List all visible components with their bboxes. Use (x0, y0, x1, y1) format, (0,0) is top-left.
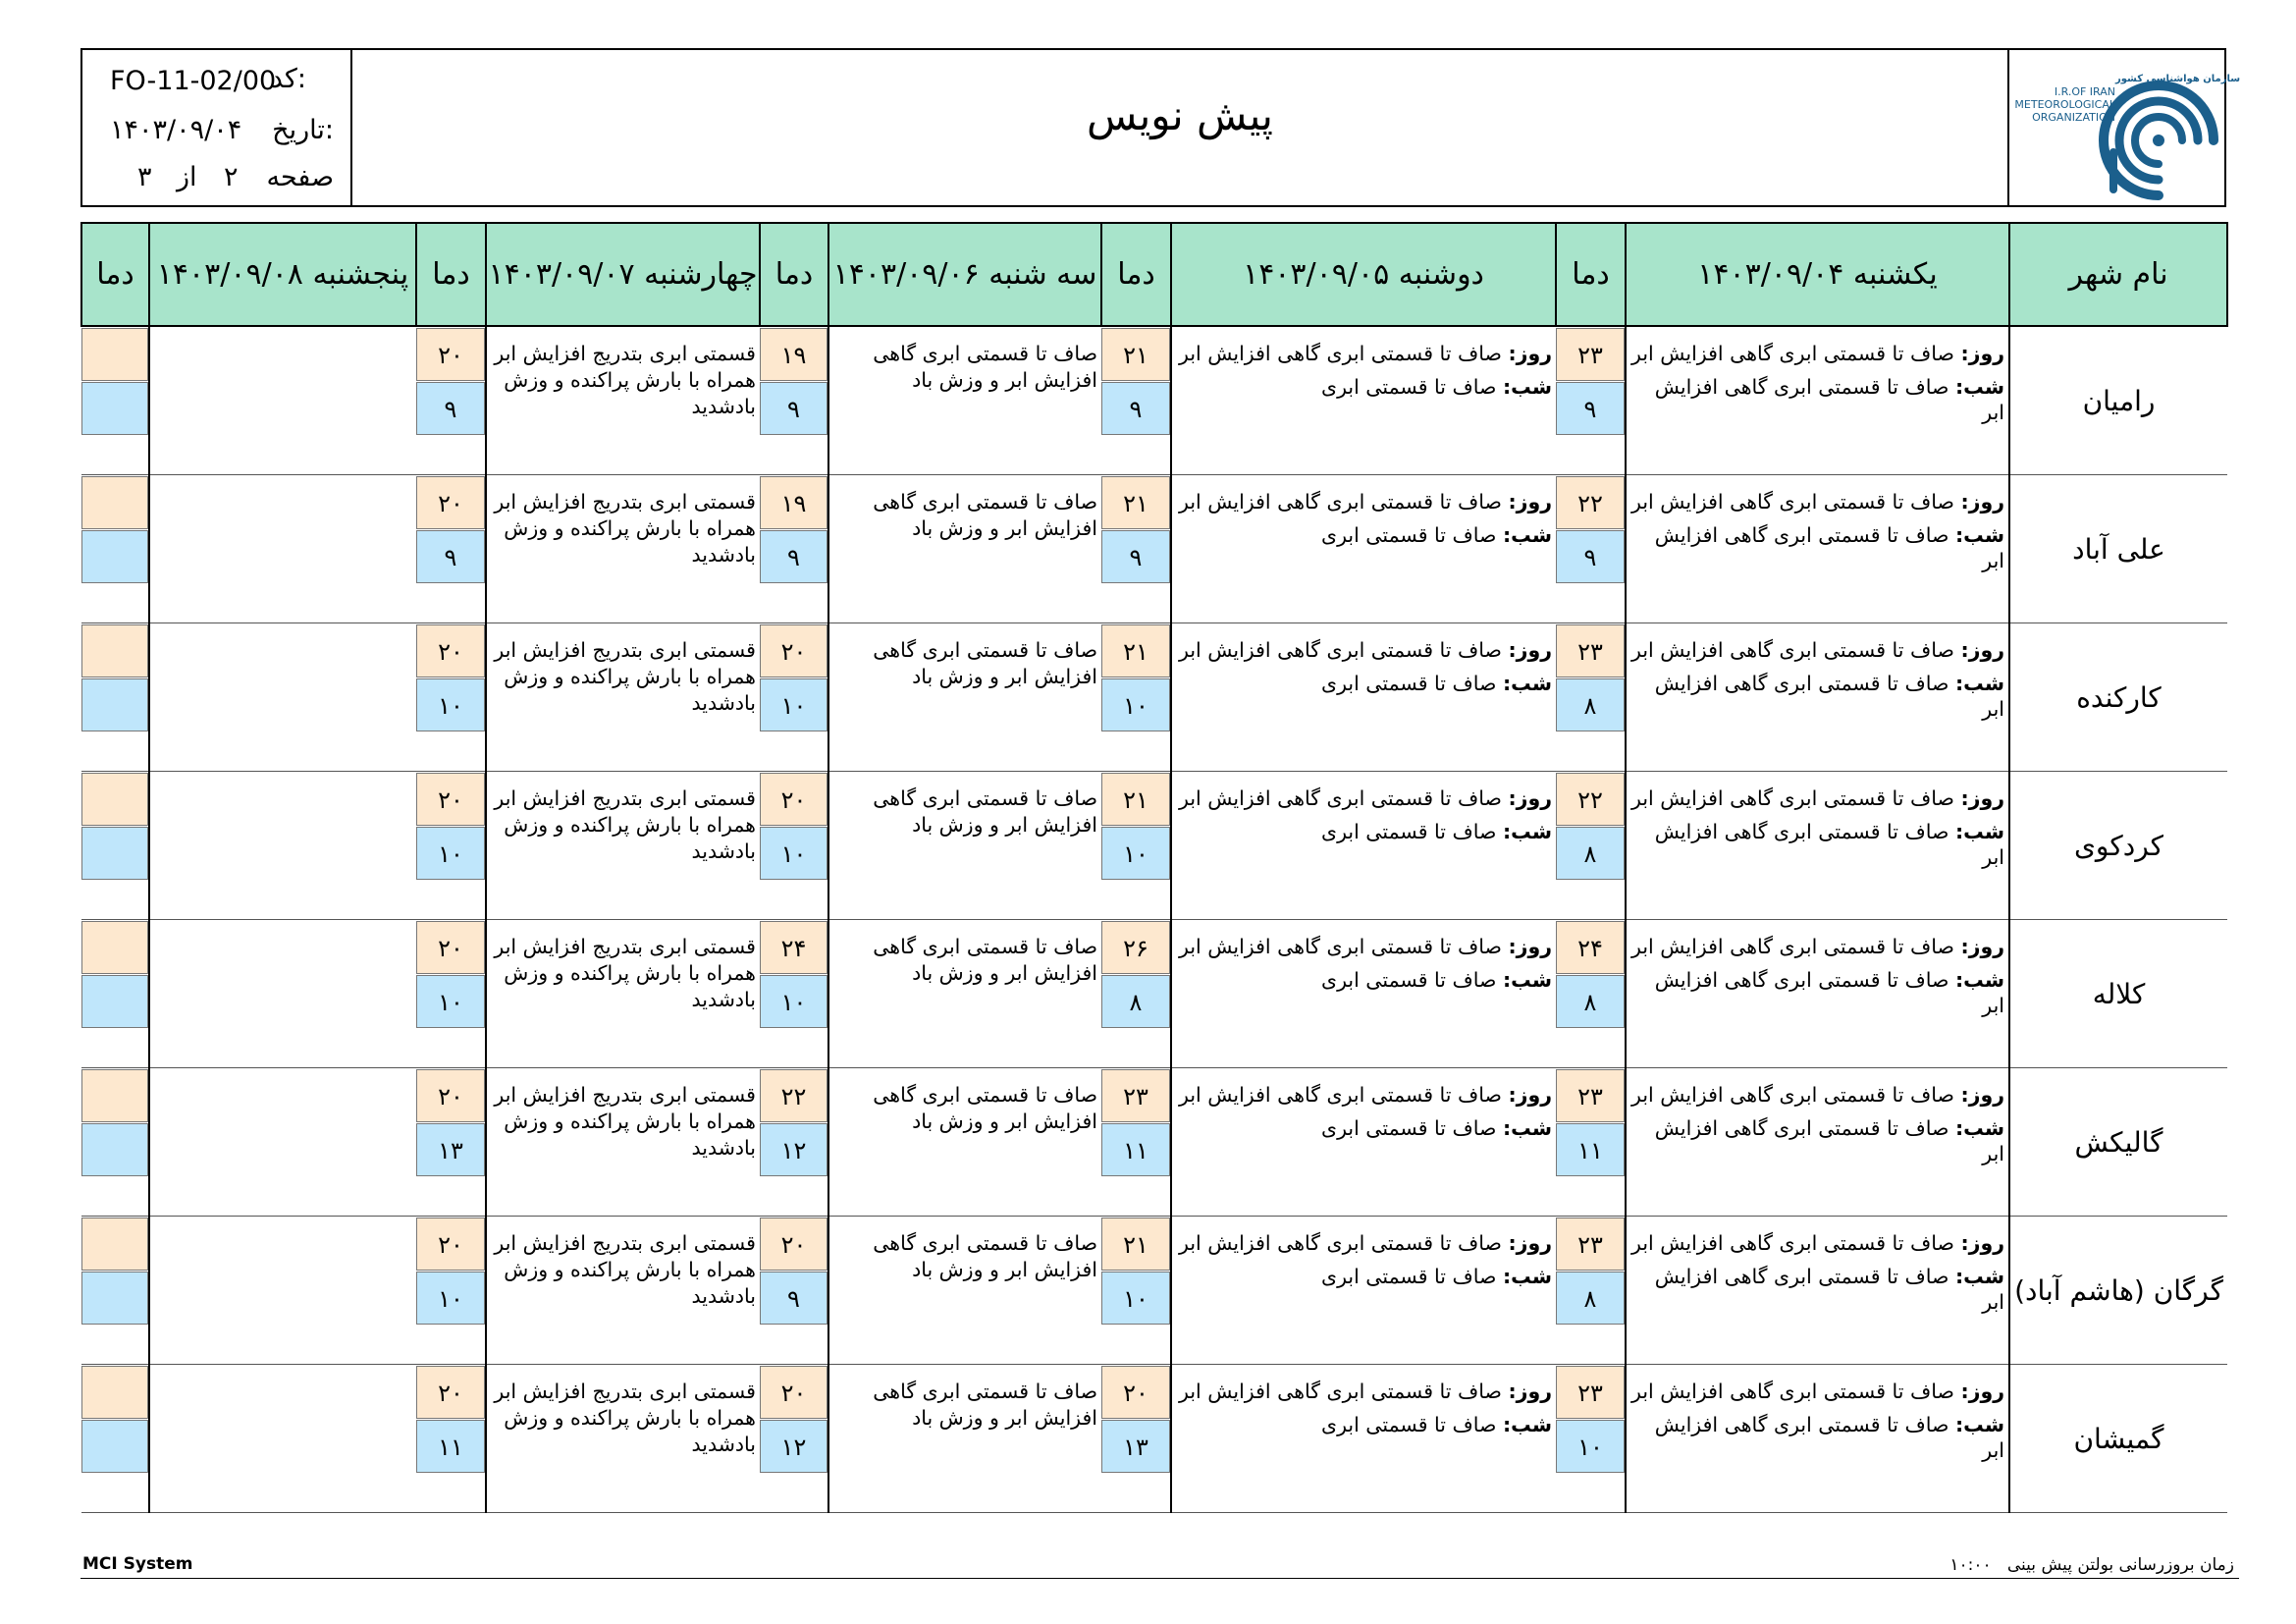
max-temp: ۲۱ (1101, 328, 1170, 381)
max-temp: ۲۲ (1556, 773, 1625, 826)
temp-cell-5 (81, 1068, 149, 1217)
max-temp: ۲۳ (1556, 1366, 1625, 1419)
temp-cell-5 (81, 623, 149, 772)
forecast-table-body (81, 326, 2227, 1513)
max-temp: ۲۱ (1101, 1218, 1170, 1271)
min-temp: ۸ (1556, 678, 1625, 731)
min-temp: ۱۳ (416, 1123, 485, 1176)
min-temp: ۱۲ (760, 1123, 828, 1176)
page-of-label: از (177, 162, 197, 192)
day-label: روز: (1960, 638, 2004, 662)
temp-header-5: دما (81, 223, 149, 326)
day-forecast: صاف تا قسمتی ابری گاهی افزایش ابر (1179, 342, 1502, 365)
max-temp: ۱۹ (760, 328, 828, 381)
min-temp (81, 827, 148, 880)
min-temp (81, 975, 148, 1028)
min-temp: ۸ (1101, 975, 1170, 1028)
forecast-day-1 (1626, 1365, 2009, 1513)
temp-cell-2 (1101, 475, 1171, 623)
night-label: شب: (1502, 523, 1552, 547)
forecast-text: قسمتی ابری بتدریج افزایش ابر همراه با بارش پراکنده و وزش بادشدید (494, 786, 756, 863)
forecast-text: صاف تا قسمتی ابری گاهی افزایش ابر و وزش باد (873, 1083, 1097, 1133)
temp-cell-2 (1101, 326, 1171, 475)
max-temp: ۲۳ (1101, 1069, 1170, 1122)
forecast-day-3 (828, 920, 1101, 1068)
forecast-day-4 (486, 475, 760, 623)
night-label: شب: (1954, 672, 2004, 695)
forecast-day-3 (828, 1217, 1101, 1365)
forecast-day-3 (828, 326, 1101, 475)
day-label: روز: (1508, 638, 1552, 662)
night-label: شب: (1502, 1116, 1552, 1140)
min-temp: ۱۰ (1556, 1420, 1625, 1473)
min-temp: ۸ (1556, 1272, 1625, 1325)
night-label: شب: (1954, 1116, 2004, 1140)
night-label: شب: (1954, 1413, 2004, 1436)
day-label: روز: (1508, 935, 1552, 958)
day-label: روز: (1508, 1380, 1552, 1403)
forecast-text: قسمتی ابری بتدریج افزایش ابر همراه با بارش پراکنده و وزش بادشدید (494, 1231, 756, 1308)
forecast-text: قسمتی ابری بتدریج افزایش ابر همراه با بارش پراکنده و وزش بادشدید (494, 1083, 756, 1160)
night-forecast: صاف تا قسمتی ابری (1321, 820, 1497, 843)
forecast-day-2 (1171, 623, 1556, 772)
forecast-day-1 (1626, 772, 2009, 920)
night-label: شب: (1502, 672, 1552, 695)
temp-cell-1 (1556, 623, 1626, 772)
temp-cell-3 (760, 1365, 828, 1513)
day-label: روز: (1960, 1231, 2004, 1255)
forecast-day-5 (149, 1217, 416, 1365)
max-temp: ۲۰ (760, 624, 828, 677)
max-temp (81, 1366, 148, 1419)
max-temp (81, 921, 148, 974)
forecast-day-5 (149, 1068, 416, 1217)
temp-cell-2 (1101, 772, 1171, 920)
forecast-day-2 (1171, 475, 1556, 623)
night-label: شب: (1954, 523, 2004, 547)
night-forecast: صاف تا قسمتی ابری گاهی افزایش ابر (1654, 523, 2004, 572)
temp-cell-5 (81, 326, 149, 475)
forecast-text: قسمتی ابری بتدریج افزایش ابر همراه با بارش پراکنده و وزش بادشدید (494, 342, 756, 418)
max-temp: ۲۰ (760, 1366, 828, 1419)
temp-cell-4 (416, 1068, 486, 1217)
min-temp: ۱۰ (760, 975, 828, 1028)
city-name: گالیکش (2009, 1068, 2227, 1217)
min-temp (81, 678, 148, 731)
min-temp (81, 530, 148, 583)
night-label: شب: (1502, 1413, 1552, 1436)
max-temp: ۲۲ (1556, 476, 1625, 529)
day-forecast: صاف تا قسمتی ابری گاهی افزایش ابر (1179, 786, 1502, 810)
forecast-day-1 (1626, 326, 2009, 475)
temp-cell-2 (1101, 1068, 1171, 1217)
night-label: شب: (1954, 820, 2004, 843)
day-forecast: صاف تا قسمتی ابری گاهی افزایش ابر (1631, 1380, 1954, 1403)
max-temp: ۲۱ (1101, 476, 1170, 529)
footer-system-name: MCI System (82, 1554, 193, 1574)
temp-cell-3 (760, 1217, 828, 1365)
min-temp: ۹ (760, 1272, 828, 1325)
table-row (81, 475, 2227, 623)
day-label: روز: (1960, 490, 2004, 514)
forecast-text: قسمتی ابری بتدریج افزایش ابر همراه با بارش پراکنده و وزش بادشدید (494, 1380, 756, 1456)
night-forecast: صاف تا قسمتی ابری (1321, 1265, 1497, 1288)
night-forecast: صاف تا قسمتی ابری گاهی افزایش ابر (1654, 1265, 2004, 1314)
table-row (81, 920, 2227, 1068)
forecast-day-4 (486, 1365, 760, 1513)
night-forecast: صاف تا قسمتی ابری (1321, 375, 1497, 399)
forecast-day-2 (1171, 326, 1556, 475)
page-label: صفحه (266, 162, 334, 192)
temp-cell-4 (416, 326, 486, 475)
temp-cell-1 (1556, 475, 1626, 623)
max-temp: ۲۰ (416, 1218, 485, 1271)
night-forecast: صاف تا قسمتی ابری (1321, 1413, 1497, 1436)
day-label: روز: (1508, 1083, 1552, 1107)
forecast-text: صاف تا قسمتی ابری گاهی افزایش ابر و وزش باد (873, 1231, 1097, 1281)
night-forecast: صاف تا قسمتی ابری گاهی افزایش ابر (1654, 672, 2004, 721)
temp-cell-5 (81, 1365, 149, 1513)
max-temp: ۲۰ (760, 773, 828, 826)
forecast-day-4 (486, 326, 760, 475)
min-temp: ۱۰ (416, 827, 485, 880)
max-temp (81, 624, 148, 677)
min-temp: ۱۰ (416, 975, 485, 1028)
day-forecast: صاف تا قسمتی ابری گاهی افزایش ابر (1179, 1380, 1502, 1403)
temp-cell-4 (416, 475, 486, 623)
max-temp: ۲۶ (1101, 921, 1170, 974)
day-label: روز: (1960, 786, 2004, 810)
temp-cell-3 (760, 920, 828, 1068)
night-forecast: صاف تا قسمتی ابری گاهی افزایش ابر (1654, 1116, 2004, 1165)
temp-cell-1 (1556, 1068, 1626, 1217)
night-label: شب: (1954, 375, 2004, 399)
forecast-day-1 (1626, 623, 2009, 772)
page-total: ۳ (137, 162, 152, 192)
temp-cell-2 (1101, 623, 1171, 772)
min-temp: ۹ (760, 530, 828, 583)
min-temp: ۹ (416, 382, 485, 435)
day-label: روز: (1508, 1231, 1552, 1255)
max-temp: ۲۳ (1556, 1069, 1625, 1122)
day-header-5: پنجشنبه ۱۴۰۳/۰۹/۰۸ (149, 223, 416, 326)
table-row (81, 772, 2227, 920)
min-temp: ۱۰ (1101, 1272, 1170, 1325)
min-temp: ۱۰ (760, 678, 828, 731)
night-forecast: صاف تا قسمتی ابری (1321, 672, 1497, 695)
forecast-table (80, 222, 2228, 1513)
temp-header-4: دما (416, 223, 486, 326)
day-label: روز: (1960, 1083, 2004, 1107)
temp-cell-4 (416, 772, 486, 920)
temp-cell-4 (416, 623, 486, 772)
max-temp (81, 328, 148, 381)
day-label: روز: (1508, 342, 1552, 365)
min-temp: ۱۱ (1101, 1123, 1170, 1176)
temp-cell-5 (81, 920, 149, 1068)
document-header (80, 48, 2241, 207)
table-row (81, 1217, 2227, 1365)
day-forecast: صاف تا قسمتی ابری گاهی افزایش ابر (1631, 1231, 1954, 1255)
temp-cell-3 (760, 475, 828, 623)
city-column-header: نام شهر (2009, 223, 2227, 326)
temp-cell-2 (1101, 920, 1171, 1068)
max-temp: ۲۳ (1556, 328, 1625, 381)
temp-cell-1 (1556, 326, 1626, 475)
city-name: علی آباد (2009, 475, 2227, 623)
max-temp: ۲۰ (416, 328, 485, 381)
max-temp: ۲۰ (416, 476, 485, 529)
temp-cell-4 (416, 1217, 486, 1365)
forecast-day-1 (1626, 1068, 2009, 1217)
footer-update-info (1949, 1555, 2234, 1575)
forecast-text: قسمتی ابری بتدریج افزایش ابر همراه با بارش پراکنده و وزش بادشدید (494, 490, 756, 567)
min-temp: ۱۱ (416, 1420, 485, 1473)
forecast-text: قسمتی ابری بتدریج افزایش ابر همراه با بارش پراکنده و وزش بادشدید (494, 935, 756, 1011)
night-forecast: صاف تا قسمتی ابری گاهی افزایش ابر (1654, 820, 2004, 869)
forecast-day-5 (149, 772, 416, 920)
forecast-day-2 (1171, 1217, 1556, 1365)
max-temp: ۲۰ (416, 1069, 485, 1122)
min-temp: ۱۰ (1101, 678, 1170, 731)
page-number: ۲ (224, 162, 239, 192)
min-temp: ۹ (1101, 530, 1170, 583)
night-label: شب: (1502, 1265, 1552, 1288)
max-temp: ۲۴ (1556, 921, 1625, 974)
temp-cell-3 (760, 772, 828, 920)
max-temp: ۲۰ (416, 1366, 485, 1419)
forecast-text: صاف تا قسمتی ابری گاهی افزایش ابر و وزش باد (873, 638, 1097, 688)
max-temp: ۲۰ (416, 624, 485, 677)
forecast-day-1 (1626, 920, 2009, 1068)
min-temp: ۱۱ (1556, 1123, 1625, 1176)
forecast-day-5 (149, 326, 416, 475)
temp-cell-3 (760, 326, 828, 475)
forecast-day-5 (149, 475, 416, 623)
table-row (81, 1365, 2227, 1513)
min-temp (81, 1123, 148, 1176)
code-value: FO-11-02/00 (110, 66, 277, 96)
forecast-day-1 (1626, 1217, 2009, 1365)
city-name: گرگان (هاشم آباد) (2009, 1217, 2227, 1365)
day-label: روز: (1960, 935, 2004, 958)
forecast-day-5 (149, 920, 416, 1068)
date-label: تاریخ: (272, 115, 334, 145)
forecast-day-5 (149, 623, 416, 772)
day-forecast: صاف تا قسمتی ابری گاهی افزایش ابر (1179, 935, 1502, 958)
max-temp: ۲۱ (1101, 773, 1170, 826)
forecast-day-2 (1171, 920, 1556, 1068)
logo-text-en1: I.R.OF IRAN (2054, 85, 2115, 98)
forecast-text: صاف تا قسمتی ابری گاهی افزایش ابر و وزش باد (873, 786, 1097, 837)
temp-cell-2 (1101, 1365, 1171, 1513)
forecast-day-4 (486, 920, 760, 1068)
forecast-day-4 (486, 1217, 760, 1365)
day-forecast: صاف تا قسمتی ابری گاهی افزایش ابر (1631, 786, 1954, 810)
footer-update-label: زمان بروزرسانی بولتن پیش بینی (2006, 1555, 2234, 1575)
max-temp: ۲۳ (1556, 624, 1625, 677)
day-header-3: سه شنبه ۱۴۰۳/۰۹/۰۶ (828, 223, 1101, 326)
night-label: شب: (1502, 820, 1552, 843)
temp-cell-3 (760, 623, 828, 772)
night-label: شب: (1502, 968, 1552, 992)
temp-header-1: دما (1556, 223, 1626, 326)
forecast-day-3 (828, 1365, 1101, 1513)
min-temp: ۱۳ (1101, 1420, 1170, 1473)
temp-cell-2 (1101, 1217, 1171, 1365)
forecast-text: صاف تا قسمتی ابری گاهی افزایش ابر و وزش باد (873, 342, 1097, 392)
temp-header-3: دما (760, 223, 828, 326)
forecast-day-2 (1171, 1068, 1556, 1217)
min-temp: ۱۰ (416, 678, 485, 731)
forecast-day-3 (828, 623, 1101, 772)
max-temp: ۲۲ (760, 1069, 828, 1122)
date-value: ۱۴۰۳/۰۹/۰۴ (110, 115, 242, 145)
night-label: شب: (1954, 1265, 2004, 1288)
day-forecast: صاف تا قسمتی ابری گاهی افزایش ابر (1179, 638, 1502, 662)
forecast-day-4 (486, 623, 760, 772)
day-forecast: صاف تا قسمتی ابری گاهی افزایش ابر (1179, 490, 1502, 514)
min-temp: ۹ (1556, 530, 1625, 583)
night-forecast: صاف تا قسمتی ابری (1321, 1116, 1497, 1140)
logo-emblem-icon (2011, 58, 2241, 201)
max-temp: ۲۰ (1101, 1366, 1170, 1419)
temp-cell-1 (1556, 920, 1626, 1068)
city-name: کلاله (2009, 920, 2227, 1068)
temp-cell-1 (1556, 772, 1626, 920)
footer-divider (80, 1578, 2239, 1579)
forecast-day-2 (1171, 1365, 1556, 1513)
max-temp: ۱۹ (760, 476, 828, 529)
temp-header-2: دما (1101, 223, 1171, 326)
day-header-1: یکشنبه ۱۴۰۳/۰۹/۰۴ (1626, 223, 2009, 326)
temp-cell-5 (81, 475, 149, 623)
temp-cell-1 (1556, 1217, 1626, 1365)
temp-cell-5 (81, 1217, 149, 1365)
temp-cell-4 (416, 1365, 486, 1513)
min-temp: ۹ (760, 382, 828, 435)
max-temp: ۲۳ (1556, 1218, 1625, 1271)
forecast-text: صاف تا قسمتی ابری گاهی افزایش ابر و وزش باد (873, 935, 1097, 985)
min-temp: ۱۰ (1101, 827, 1170, 880)
min-temp: ۹ (416, 530, 485, 583)
day-forecast: صاف تا قسمتی ابری گاهی افزایش ابر (1631, 342, 1954, 365)
min-temp: ۸ (1556, 975, 1625, 1028)
city-name: گمیشان (2009, 1365, 2227, 1513)
table-row (81, 623, 2227, 772)
header-divider-right (2007, 50, 2009, 205)
code-label: کد: (270, 64, 306, 94)
max-temp: ۲۰ (760, 1218, 828, 1271)
min-temp: ۱۲ (760, 1420, 828, 1473)
temp-cell-3 (760, 1068, 828, 1217)
min-temp: ۸ (1556, 827, 1625, 880)
forecast-day-2 (1171, 772, 1556, 920)
forecast-day-3 (828, 475, 1101, 623)
city-name: رامیان (2009, 326, 2227, 475)
day-label: روز: (1508, 786, 1552, 810)
max-temp: ۲۰ (416, 921, 485, 974)
night-forecast: صاف تا قسمتی ابری (1321, 523, 1497, 547)
day-label: روز: (1960, 1380, 2004, 1403)
night-forecast: صاف تا قسمتی ابری (1321, 968, 1497, 992)
min-temp (81, 1420, 148, 1473)
table-row (81, 1068, 2227, 1217)
footer-update-time: ۱۰:۰۰ (1949, 1555, 1992, 1575)
logo-text-en2: METEOROLOGICAL (2014, 98, 2115, 111)
city-name: کردکوی (2009, 772, 2227, 920)
day-label: روز: (1960, 342, 2004, 365)
min-temp: ۹ (1101, 382, 1170, 435)
city-name: کارکنده (2009, 623, 2227, 772)
day-forecast: صاف تا قسمتی ابری گاهی افزایش ابر (1631, 490, 1954, 514)
temp-cell-5 (81, 772, 149, 920)
forecast-day-4 (486, 772, 760, 920)
day-header-4: چهارشنبه ۱۴۰۳/۰۹/۰۷ (486, 223, 760, 326)
night-forecast: صاف تا قسمتی ابری گاهی افزایش ابر (1654, 1413, 2004, 1462)
min-temp: ۹ (1556, 382, 1625, 435)
temp-cell-1 (1556, 1365, 1626, 1513)
night-forecast: صاف تا قسمتی ابری گاهی افزایش ابر (1654, 968, 2004, 1017)
max-temp (81, 476, 148, 529)
min-temp: ۱۰ (760, 827, 828, 880)
forecast-day-5 (149, 1365, 416, 1513)
meteorological-organization-logo (2011, 58, 2241, 201)
day-label: روز: (1508, 490, 1552, 514)
min-temp: ۱۰ (416, 1272, 485, 1325)
forecast-text: قسمتی ابری بتدریج افزایش ابر همراه با بارش پراکنده و وزش بادشدید (494, 638, 756, 715)
forecast-day-3 (828, 1068, 1101, 1217)
min-temp (81, 382, 148, 435)
table-row (81, 326, 2227, 475)
day-forecast: صاف تا قسمتی ابری گاهی افزایش ابر (1179, 1083, 1502, 1107)
logo-text-fa: سازمان هواشناسی کشور (2115, 74, 2241, 84)
document-title: پیش نویس (1087, 91, 1273, 139)
table-header-row (81, 223, 2227, 326)
max-temp (81, 773, 148, 826)
max-temp (81, 1218, 148, 1271)
forecast-text: صاف تا قسمتی ابری گاهی افزایش ابر و وزش باد (873, 490, 1097, 540)
night-forecast: صاف تا قسمتی ابری گاهی افزایش ابر (1654, 375, 2004, 424)
max-temp: ۲۱ (1101, 624, 1170, 677)
forecast-day-1 (1626, 475, 2009, 623)
temp-cell-4 (416, 920, 486, 1068)
forecast-text: صاف تا قسمتی ابری گاهی افزایش ابر و وزش باد (873, 1380, 1097, 1430)
day-header-2: دوشنبه ۱۴۰۳/۰۹/۰۵ (1171, 223, 1556, 326)
day-forecast: صاف تا قسمتی ابری گاهی افزایش ابر (1631, 935, 1954, 958)
day-forecast: صاف تا قسمتی ابری گاهی افزایش ابر (1179, 1231, 1502, 1255)
forecast-day-4 (486, 1068, 760, 1217)
day-forecast: صاف تا قسمتی ابری گاهی افزایش ابر (1631, 1083, 1954, 1107)
day-forecast: صاف تا قسمتی ابری گاهی افزایش ابر (1631, 638, 1954, 662)
max-temp: ۲۴ (760, 921, 828, 974)
logo-text-en3: ORGANIZATION (2032, 111, 2115, 124)
forecast-day-3 (828, 772, 1101, 920)
night-label: شب: (1502, 375, 1552, 399)
max-temp: ۲۰ (416, 773, 485, 826)
min-temp (81, 1272, 148, 1325)
night-label: شب: (1954, 968, 2004, 992)
max-temp (81, 1069, 148, 1122)
